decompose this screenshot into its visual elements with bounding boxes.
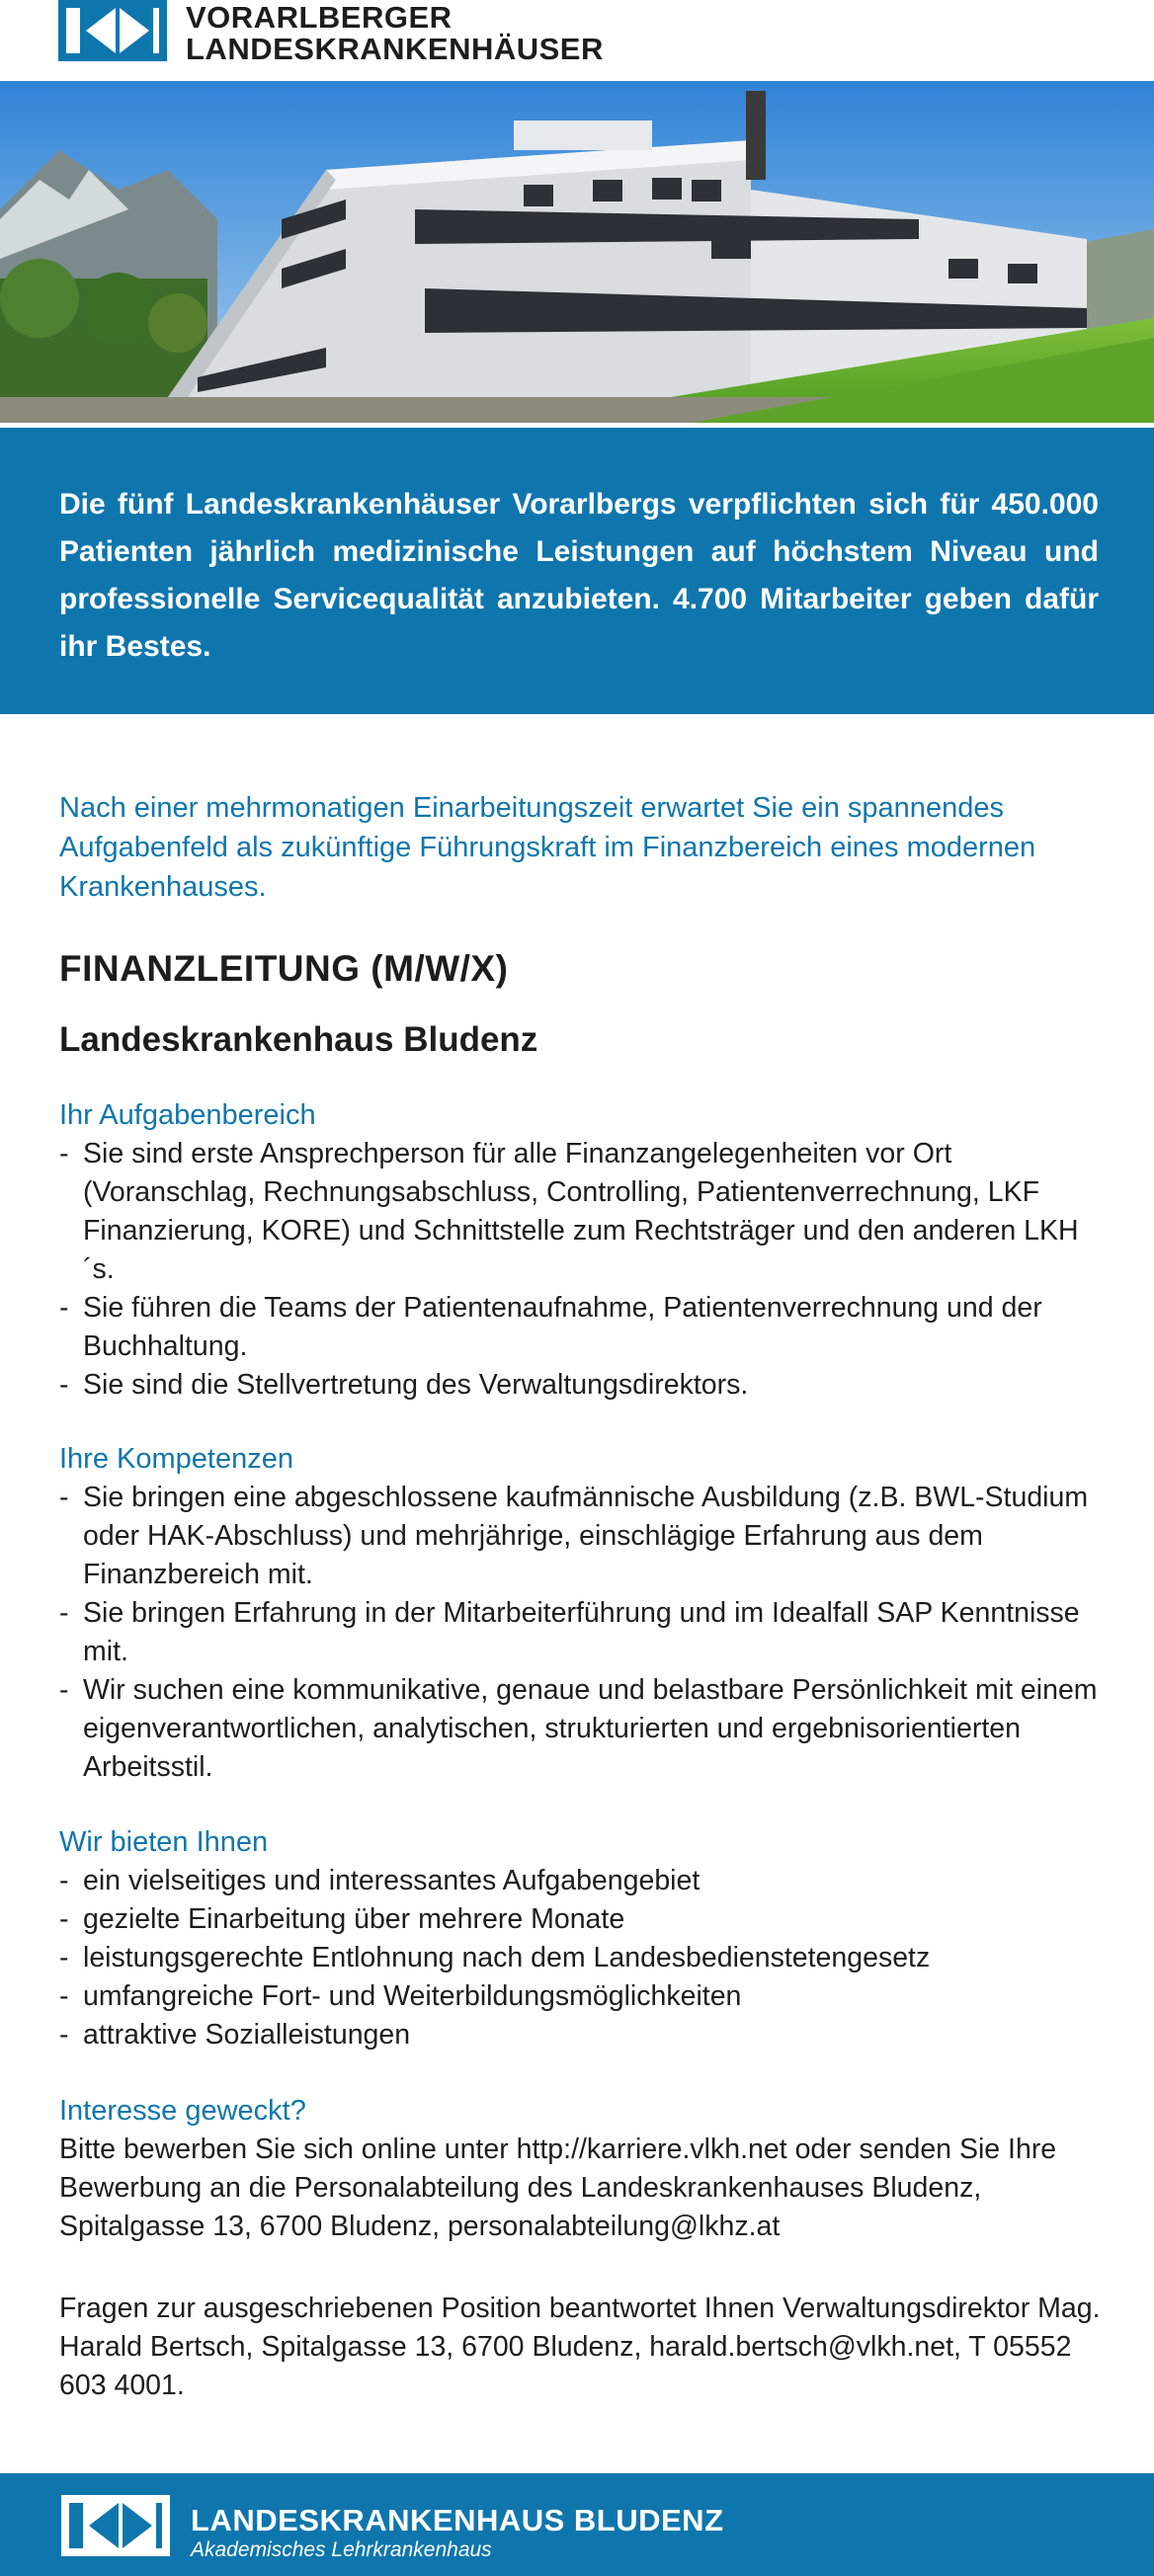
job-location: Landeskrankenhaus Bludenz <box>59 1020 538 1059</box>
apply-text: Bitte bewerben Sie sich online unter http://karriere.vlkh.net oder senden Sie Ihre Bewerbung an die Personalabteilung des Landeskrankenhauses Bludenz, Spitalgasse 13, 6700 Bludenz, personalabteilung@lkhz.at <box>59 2133 1057 2242</box>
contact-text: Fragen zur ausgeschriebenen Position beantwortet Ihnen Verwaltungsdirektor Mag. Harald Bertsch, Spitalgasse 13, 6700 Bludenz, harald.bertsch@vlkh.net, T 05552 603 4001. <box>59 2293 1101 2401</box>
list-item: - Sie sind die Stellvertretung des Verwaltungsdirektors. <box>59 1366 1107 1405</box>
offer-heading: Wir bieten Ihnen <box>59 1826 269 1858</box>
apply-heading: Interesse geweckt? <box>59 2095 306 2127</box>
list-item: - Sie sind erste Ansprechperson für alle Finanzangelegenheiten vor Ort (Voranschlag, Rechnungsabschluss, Controlling, Patientenverrechnung, LKF Finanzierung, KORE) und Schnittstelle zum Rechtsträger und den anderen LKH´s. <box>59 1135 1107 1289</box>
tasks-heading: Ihr Aufgabenbereich <box>59 1099 316 1131</box>
footer <box>0 2473 1154 2576</box>
list-item: - Sie bringen eine abgeschlossene kaufmännische Ausbildung (z.B. BWL-Studium oder HAK-Abschluss) und mehrjährige, einschlägige Erfahrung aus dem Finanzbereich mit. <box>59 1479 1107 1594</box>
list-item: - attraktive Sozialleistungen <box>59 2016 1107 2054</box>
skills-section <box>59 1440 1107 1787</box>
job-title: FINANZLEITUNG (M/W/X) <box>59 948 509 989</box>
header <box>0 0 1154 79</box>
list-item: - umfangreiche Fort- und Weiterbildungsmöglichkeiten <box>59 1977 1107 2016</box>
offer-list <box>59 1862 1107 2054</box>
skills-list <box>59 1479 1107 1787</box>
list-item: - Wir suchen eine kommunikative, genaue und belastbare Persönlichkeit mit einem eigenverantwortlichen, analytischen, strukturierten und ergebnisorientierten Arbeitsstil. <box>59 1671 1107 1787</box>
list-item: - Sie führen die Teams der Patientenaufnahme, Patientenverrechnung und der Buchhaltung. <box>59 1289 1107 1366</box>
vlkh-logo-icon <box>58 0 167 61</box>
offer-section <box>59 1823 1107 2054</box>
vlkh-logo-icon <box>58 2495 173 2556</box>
brand-line-1: VORARLBERGER <box>186 0 453 35</box>
intro-band <box>0 428 1154 714</box>
intro-text: Die fünf Landeskrankenhäuser Vorarlbergs verpflichten sich für 450.000 Patienten jährlich medizinische Leistungen auf höchstem Niveau und professionelle Servicequalität anzubieten. 4.700 Mitarbeiter geben dafür ihr Bestes. <box>59 488 1099 663</box>
skills-heading: Ihre Kompetenzen <box>59 1443 293 1475</box>
apply-section <box>59 2092 1107 2246</box>
list-item: - Sie bringen Erfahrung in der Mitarbeiterführung und im Idealfall SAP Kenntnisse mit. <box>59 1594 1107 1671</box>
brand-line-2: LANDESKRANKENHÄUSER <box>186 32 604 66</box>
brand-name <box>186 2 604 65</box>
contact-section <box>59 2290 1107 2405</box>
teaser-text: Nach einer mehrmonatigen Einarbeitungszeit erwartet Sie ein spannendes Aufgabenfeld als zukünftige Führungskraft im Finanzbereich eines modernen Krankenhauses. <box>59 792 1036 903</box>
tasks-list <box>59 1135 1107 1405</box>
hospital-building-photo <box>0 81 1154 423</box>
footer-title: LANDESKRANKENHAUS BLUDENZ <box>191 2503 724 2537</box>
footer-subtitle: Akademisches Lehrkrankenhaus <box>191 2538 492 2561</box>
tasks-section <box>59 1096 1107 1405</box>
list-item: - leistungsgerechte Entlohnung nach dem Landesbedienstetengesetz <box>59 1939 1107 1977</box>
list-item: - ein vielseitiges und interessantes Aufgabengebiet <box>59 1862 1107 1900</box>
list-item: - gezielte Einarbeitung über mehrere Monate <box>59 1900 1107 1939</box>
